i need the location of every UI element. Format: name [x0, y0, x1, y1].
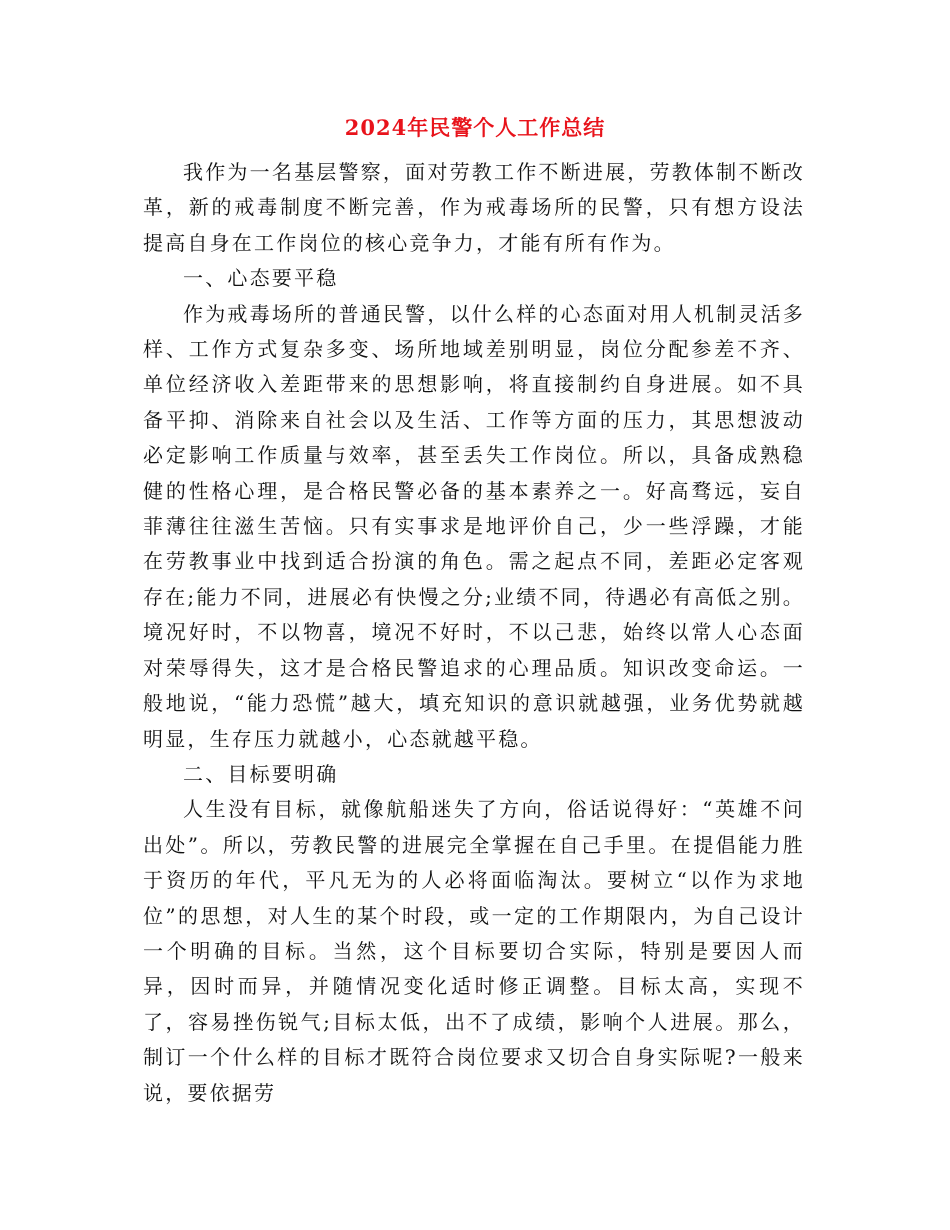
paragraph-mindset: 作为戒毒场所的普通民警，以什么样的心态面对用人机制灵活多样、工作方式复杂多变、场所地域差别明显，岗位分配参差不齐、单位经济收入差距带来的思想影响，将直接制约自身进展。如不具备平抑、消除来自社会以及生活、工作等方面的压力，其思想波动必定影响工作质量与效率，甚至丢失工作岗位。所以，具备成熟稳健的性格心理，是合格民警必备的基本素养之一。好高骛远，妄自菲薄往往滋生苦恼。只有实事求是地评价自己，少一些浮躁，才能在劳教事业中找到适合扮演的角色。需之起点不同，差距必定客观存在;能力不同，进展必有快慢之分;业绩不同，待遇必有高低之别。境况好时，不以物喜，境况不好时，不以己悲，始终以常人心态面对荣辱得失，这才是合格民警追求的心理品质。知识改变命运。一般地说，“能力恐慌”越大，填充知识的意识就越强，业务优势就越明显，生存压力就越小，心态就越平稳。 — [143, 301, 805, 751]
document-title: 2024年民警个人工作总结 — [344, 115, 606, 140]
document-body — [143, 155, 805, 1111]
paragraph-intro: 我作为一名基层警察，面对劳教工作不断进展，劳教体制不断改革，新的戒毒制度不断完善，作为戒毒场所的民警，只有想方设法提高自身在工作岗位的核心竞争力，才能有所有作为。 — [143, 160, 805, 255]
section-heading-mindset: 一、心态要平稳 — [183, 266, 339, 291]
paragraph-goals: 人生没有目标，就像航船迷失了方向，俗话说得好：“英雄不问出处”。所以，劳教民警的进展完全掌握在自己手里。在提倡能力胜于资历的年代，平凡无为的人必将面临淘汰。要树立“以作为求地位”的思想，对人生的某个时段，或一定的工作期限内，为自己设计一个明确的目标。当然，这个目标要切合实际，特别是要因人而异，因时而异，并随情况变化适时修正调整。目标太高，实现不了，容易挫伤锐气;目标太低，出不了成绩，影响个人进展。那么，制订一个什么样的目标才既符合岗位要求又切合自身实际呢?一般来说，要依据劳 — [143, 797, 805, 1105]
section-heading-goals: 二、目标要明确 — [183, 761, 339, 786]
